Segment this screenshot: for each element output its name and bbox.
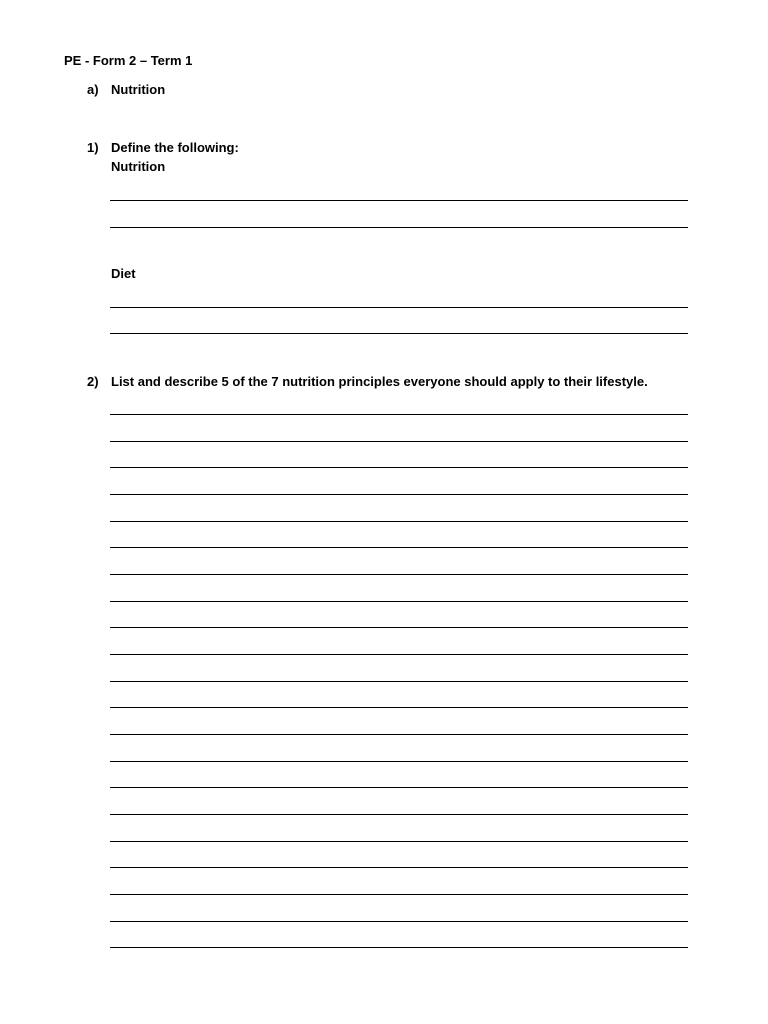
answer-line[interactable] [110, 654, 688, 655]
answer-line[interactable] [110, 227, 688, 228]
answer-line[interactable] [110, 947, 688, 948]
answer-line[interactable] [110, 627, 688, 628]
answer-line[interactable] [110, 414, 688, 415]
worksheet-title: PE - Form 2 – Term 1 [64, 53, 193, 68]
term-nutrition-label: Nutrition [111, 159, 166, 174]
answer-line[interactable] [110, 521, 688, 522]
question-2-prompt: List and describe 5 of the 7 nutrition principles everyone should apply to their lifestyle. [111, 374, 648, 389]
answer-line[interactable] [110, 547, 688, 548]
answer-line[interactable] [110, 921, 688, 922]
answer-line[interactable] [110, 814, 688, 815]
section-marker: a) [87, 82, 99, 97]
answer-line[interactable] [110, 601, 688, 602]
answer-line[interactable] [110, 734, 688, 735]
answer-line[interactable] [110, 441, 688, 442]
term-diet-label: Diet [111, 266, 136, 281]
answer-line[interactable] [110, 200, 688, 201]
answer-line[interactable] [110, 787, 688, 788]
question-1-number: 1) [87, 140, 99, 155]
answer-line[interactable] [110, 707, 688, 708]
section-label: Nutrition [111, 82, 166, 97]
answer-line[interactable] [110, 333, 688, 334]
answer-line[interactable] [110, 894, 688, 895]
answer-line[interactable] [110, 681, 688, 682]
answer-line[interactable] [110, 494, 688, 495]
answer-line[interactable] [110, 307, 688, 308]
question-1-prompt: Define the following: [111, 140, 239, 155]
answer-line[interactable] [110, 467, 688, 468]
answer-line[interactable] [110, 867, 688, 868]
answer-line[interactable] [110, 574, 688, 575]
question-2-number: 2) [87, 374, 99, 389]
answer-line[interactable] [110, 841, 688, 842]
answer-line[interactable] [110, 761, 688, 762]
